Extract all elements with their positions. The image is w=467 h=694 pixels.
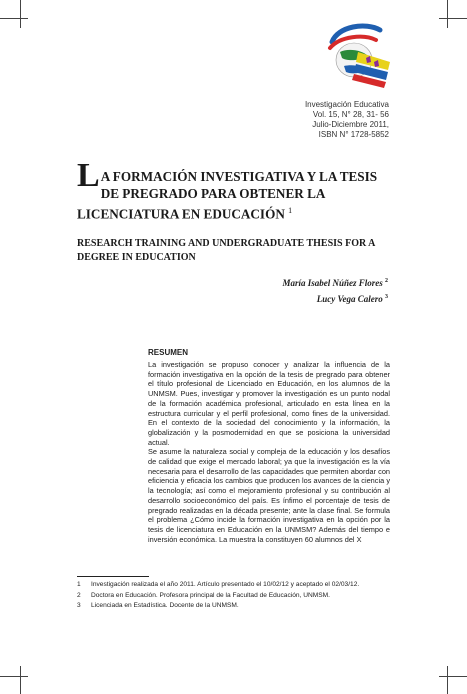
journal-globe-logo-icon bbox=[318, 22, 402, 90]
journal-name: Investigación Educativa bbox=[304, 100, 389, 109]
author-1 bbox=[282, 278, 388, 288]
author-2 bbox=[317, 294, 388, 304]
title-spanish-text: A FORMACIÓN INVESTIGATIVA Y LA TESIS DE PREGRADO PARA OBTENER LA LICENCIATURA EN EDUCACIÓN bbox=[77, 169, 378, 222]
crop-mark-bottom-left bbox=[20, 666, 21, 694]
footnote-1-text: Investigación realizada el año 2011. Artículo presentado el 10/02/12 y aceptado el 02/03/12. bbox=[91, 581, 360, 588]
abstract-paragraph-2: Se asume la naturaleza social y compleja de la educación y los desafíos de calidad que exige el mercado laboral; ya que la investigación es la vía necesaria para el desarrollo de las capacidades que permiten abordar con eficiencia y eficacia los cambios que producen los avances de la ciencia y la tecnología; así como el mejoramiento profesional y su contribución al desarrollo socioeconómico del país. Es ínfimo el porcentaje de tesis de pregrado realizadas en la década presente; ante la clase final. Se formula el problema ¿Cómo incide la formación investigativa en la opción por la tesis de licenciatura en Educación en la UNMSM? Además del tiempo e inversión económica. La muestra la constituyen 60 alumnos del X bbox=[148, 447, 390, 544]
crop-mark-right-upper bbox=[439, 18, 467, 19]
crop-mark-left-lower bbox=[0, 676, 28, 677]
author-2-note: 3 bbox=[385, 294, 388, 300]
title-footnote-ref: 1 bbox=[288, 206, 293, 215]
footnote-1 bbox=[77, 580, 397, 591]
author-2-name: Lucy Vega Calero bbox=[316, 294, 383, 304]
author-1-name: María Isabel Núñez Flores bbox=[282, 278, 383, 288]
journal-info bbox=[305, 100, 389, 140]
footnote-3-number: 3 bbox=[77, 602, 81, 609]
footnote-1-number: 1 bbox=[77, 581, 81, 588]
abstract-heading: RESUMEN bbox=[148, 348, 189, 357]
crop-mark-top-left bbox=[20, 0, 21, 28]
abstract-body bbox=[148, 360, 390, 544]
footnotes bbox=[77, 580, 397, 612]
author-1-note: 2 bbox=[385, 278, 388, 284]
crop-mark-left-upper bbox=[0, 18, 28, 19]
footnote-3 bbox=[77, 601, 397, 612]
journal-issn: ISBN N° 1728-5852 bbox=[318, 130, 389, 139]
crop-mark-top-right bbox=[447, 0, 448, 28]
title-drop-letter: L bbox=[77, 157, 100, 194]
footnote-divider bbox=[77, 576, 149, 577]
footnote-3-text: Licenciada en Estadística. Docente de la UNMSM. bbox=[91, 602, 239, 609]
crop-mark-bottom-right bbox=[447, 666, 448, 694]
journal-period: Julio-Diciembre 2011, bbox=[312, 120, 389, 129]
article-title-spanish bbox=[77, 157, 397, 222]
abstract-paragraph-1: La investigación se propuso conocer y analizar la influencia de la formación investigativa en la opción de la tesis de pregrado para obtener el título profesional de Licenciado en Educación, en los alumnos de la UNMSM. Pues, investigar y promover la investigación es un punto nodal de la formación académica profesional, articulado en esta línea en la estructura curricular y el perfil profesional, como fines de la universidad. En el contexto de la sociedad del conocimiento y la información, la globalización y la posmodernidad en que se posiciona la universidad actual. bbox=[148, 360, 390, 447]
footnote-2-number: 2 bbox=[77, 591, 81, 599]
crop-mark-right-lower bbox=[439, 676, 467, 677]
footnote-2-text: Doctora en Educación. Profesora principal de la Facultad de Educación, UNMSM. bbox=[91, 591, 330, 599]
article-title-english: RESEARCH TRAINING AND UNDERGRADUATE THESIS FOR A DEGREE IN EDUCATION bbox=[77, 238, 375, 263]
journal-volume: Vol. 15, N° 28, 31- 56 bbox=[312, 110, 389, 119]
footnote-2 bbox=[77, 591, 397, 602]
